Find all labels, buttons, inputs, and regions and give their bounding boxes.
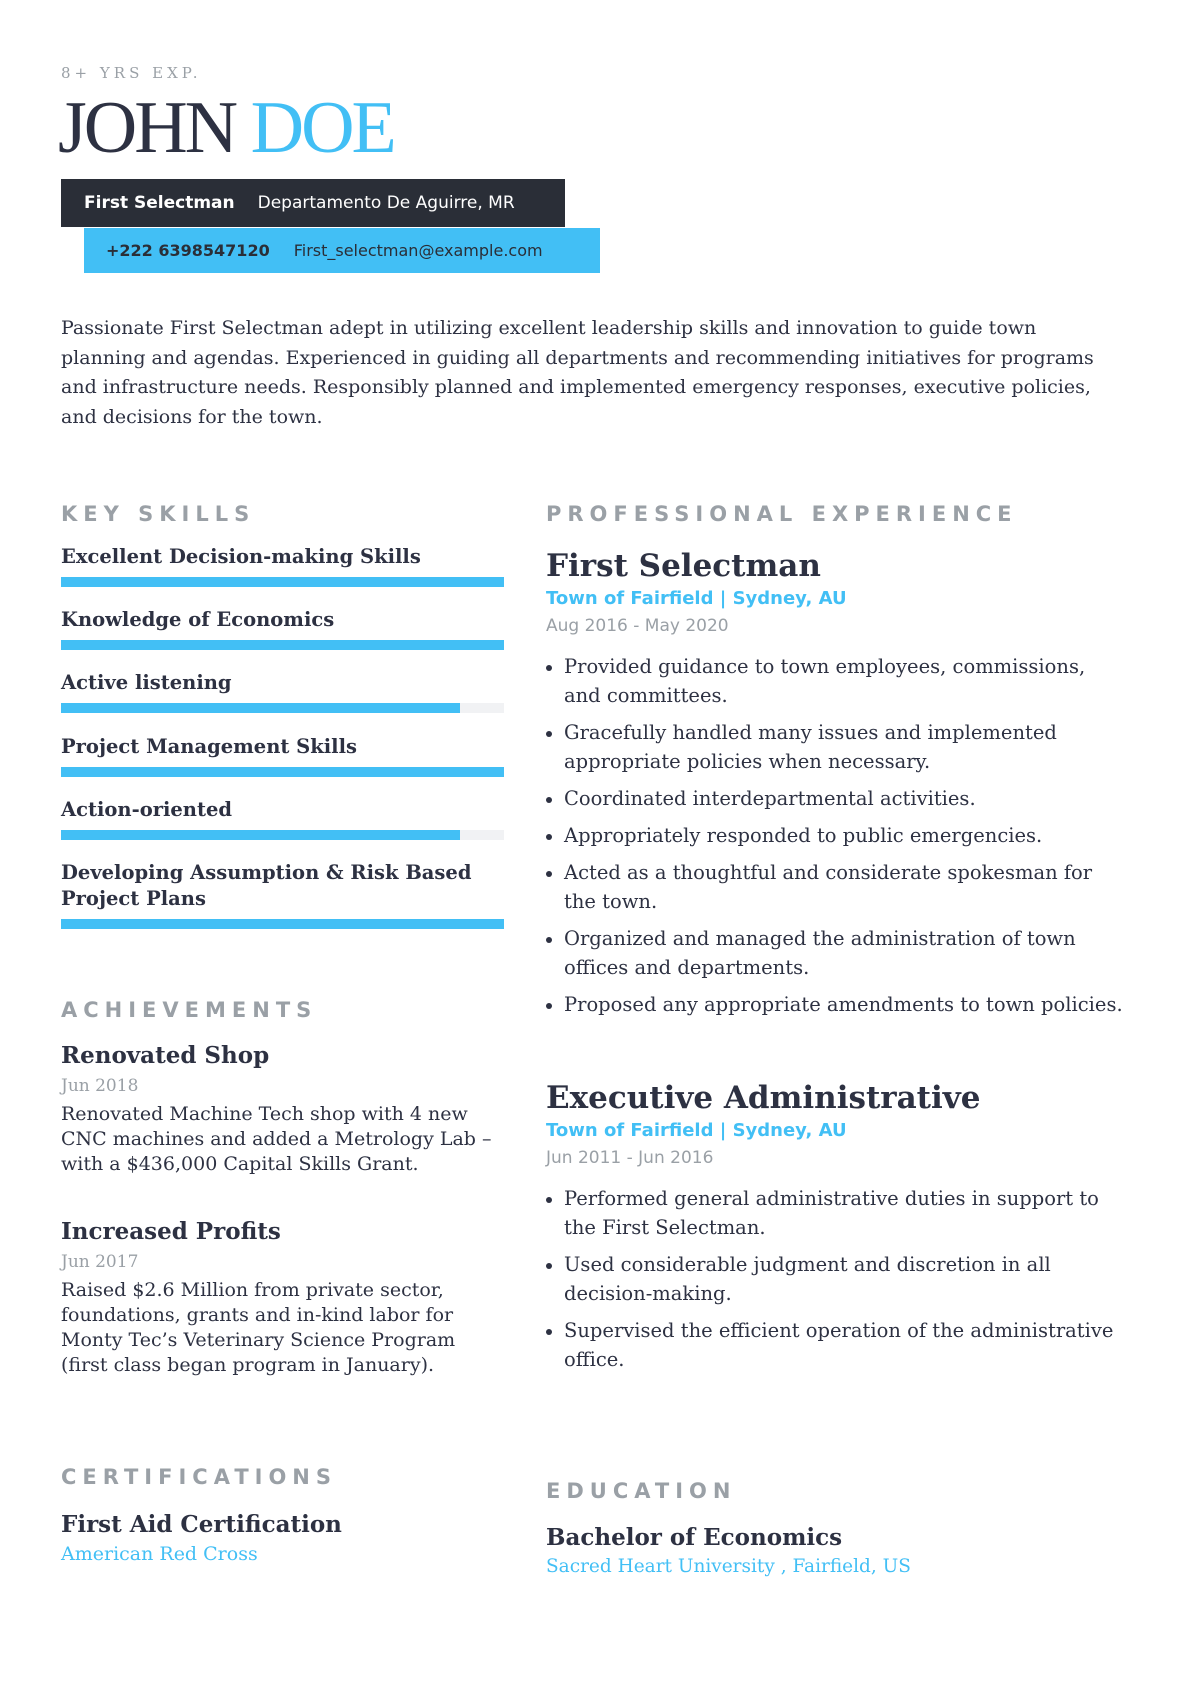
job-bullet: Proposed any appropriate amendments to town policies. bbox=[546, 990, 1126, 1019]
job-bullet: Coordinated interdepartmental activities. bbox=[546, 784, 1126, 813]
job-company: Town of Fairfield | Sydney, AU bbox=[546, 588, 847, 609]
skill-bar-fill bbox=[61, 830, 460, 840]
skill-name: Active listening bbox=[61, 671, 232, 694]
skill-item bbox=[61, 734, 504, 760]
skill-bar-fill bbox=[61, 703, 460, 713]
skill-bar bbox=[61, 703, 504, 713]
summary-text: Passionate First Selectman adept in utilizing excellent leadership skills and innovation to guide town planning and agendas. Experienced in guiding all departments and recommending initiatives for programs and infrastructure needs. Responsibly planned and implemented emergency responses, executive policies, and decisions for the town. bbox=[61, 317, 1094, 428]
skill-item bbox=[61, 860, 481, 912]
achievement-title: Increased Profits bbox=[61, 1218, 281, 1245]
skill-name: Action-oriented bbox=[61, 798, 233, 821]
achievement-item bbox=[61, 1218, 506, 1378]
education-degree: Bachelor of Economics bbox=[546, 1524, 843, 1551]
job-bullet: Performed general administrative duties in support to the First Selectman. bbox=[546, 1184, 1126, 1242]
skill-bar-fill bbox=[61, 640, 504, 650]
job-entry bbox=[546, 548, 1126, 1027]
skill-item bbox=[61, 670, 504, 696]
skill-name: Excellent Decision-making Skills bbox=[61, 545, 421, 568]
key-skills-heading: KEY SKILLS bbox=[61, 502, 256, 526]
achievement-date: Jun 2018 bbox=[61, 1076, 139, 1096]
skill-item bbox=[61, 607, 504, 633]
candidate-name bbox=[58, 88, 394, 168]
job-dates: Aug 2016 - May 2020 bbox=[546, 616, 729, 636]
job-bullet: Appropriately responded to public emergencies. bbox=[546, 821, 1126, 850]
job-bullets bbox=[546, 1184, 1126, 1374]
role-location-bar bbox=[61, 179, 565, 227]
skill-bar-fill bbox=[61, 577, 504, 587]
skill-item bbox=[61, 797, 504, 823]
skill-bar-fill bbox=[61, 767, 504, 777]
education-school: Sacred Heart University , Fairfield, US bbox=[546, 1556, 911, 1577]
achievements-heading: ACHIEVEMENTS bbox=[61, 998, 318, 1022]
location: Departamento De Aguirre, MR bbox=[257, 193, 515, 213]
job-title: Executive Administrative bbox=[546, 1080, 981, 1116]
skill-name: Knowledge of Economics bbox=[61, 608, 335, 631]
skill-bar bbox=[61, 767, 504, 777]
job-bullets bbox=[546, 652, 1126, 1019]
first-name: JOHN bbox=[58, 87, 236, 169]
skill-bar bbox=[61, 640, 504, 650]
skill-bar bbox=[61, 577, 504, 587]
email-address[interactable]: First_selectman@example.com bbox=[293, 241, 543, 260]
achievement-description: Raised $2.6 Million from private sector, foundations, grants and in-kind labor for Monty Tec’s Veterinary Science Program (first class began program in January). bbox=[61, 1279, 456, 1376]
contact-bar bbox=[84, 228, 600, 273]
skill-item bbox=[61, 544, 504, 570]
job-bullet: Organized and managed the administration of town offices and departments. bbox=[546, 924, 1126, 982]
experience-heading: PROFESSIONAL EXPERIENCE bbox=[546, 502, 1018, 526]
job-bullet: Provided guidance to town employees, commissions, and committees. bbox=[546, 652, 1126, 710]
certification-issuer: American Red Cross bbox=[61, 1543, 258, 1565]
job-entry bbox=[546, 1080, 1126, 1382]
job-bullet: Acted as a thoughtful and considerate spokesman for the town. bbox=[546, 858, 1126, 916]
job-dates: Jun 2011 - Jun 2016 bbox=[546, 1148, 714, 1168]
job-title: First Selectman bbox=[546, 548, 821, 584]
experience-years: 8+ YRS EXP. bbox=[61, 64, 202, 82]
skill-bar bbox=[61, 919, 504, 929]
job-bullet: Gracefully handled many issues and implemented appropriate policies when necessary. bbox=[546, 718, 1126, 776]
skill-name: Project Management Skills bbox=[61, 735, 357, 758]
education-heading: EDUCATION bbox=[546, 1479, 737, 1503]
achievement-description: Renovated Machine Tech shop with 4 new CNC machines and added a Metrology Lab – with a $436,000 Capital Skills Grant. bbox=[61, 1103, 492, 1175]
achievement-item bbox=[61, 1042, 506, 1177]
job-bullet: Used considerable judgment and discretion in all decision-making. bbox=[546, 1250, 1126, 1308]
job-role: First Selectman bbox=[84, 193, 235, 213]
certification-title: First Aid Certification bbox=[61, 1511, 342, 1538]
skill-bar bbox=[61, 830, 504, 840]
job-company: Town of Fairfield | Sydney, AU bbox=[546, 1120, 847, 1141]
skill-name: Developing Assumption & Risk Based Project Plans bbox=[61, 861, 472, 910]
certifications-heading: CERTIFICATIONS bbox=[61, 1465, 338, 1489]
skill-bar-fill bbox=[61, 919, 504, 929]
job-bullet: Supervised the efficient operation of the administrative office. bbox=[546, 1316, 1126, 1374]
last-name: DOE bbox=[250, 87, 394, 169]
achievement-date: Jun 2017 bbox=[61, 1252, 139, 1272]
achievement-title: Renovated Shop bbox=[61, 1042, 270, 1069]
phone-number[interactable]: +222 6398547120 bbox=[106, 241, 270, 260]
